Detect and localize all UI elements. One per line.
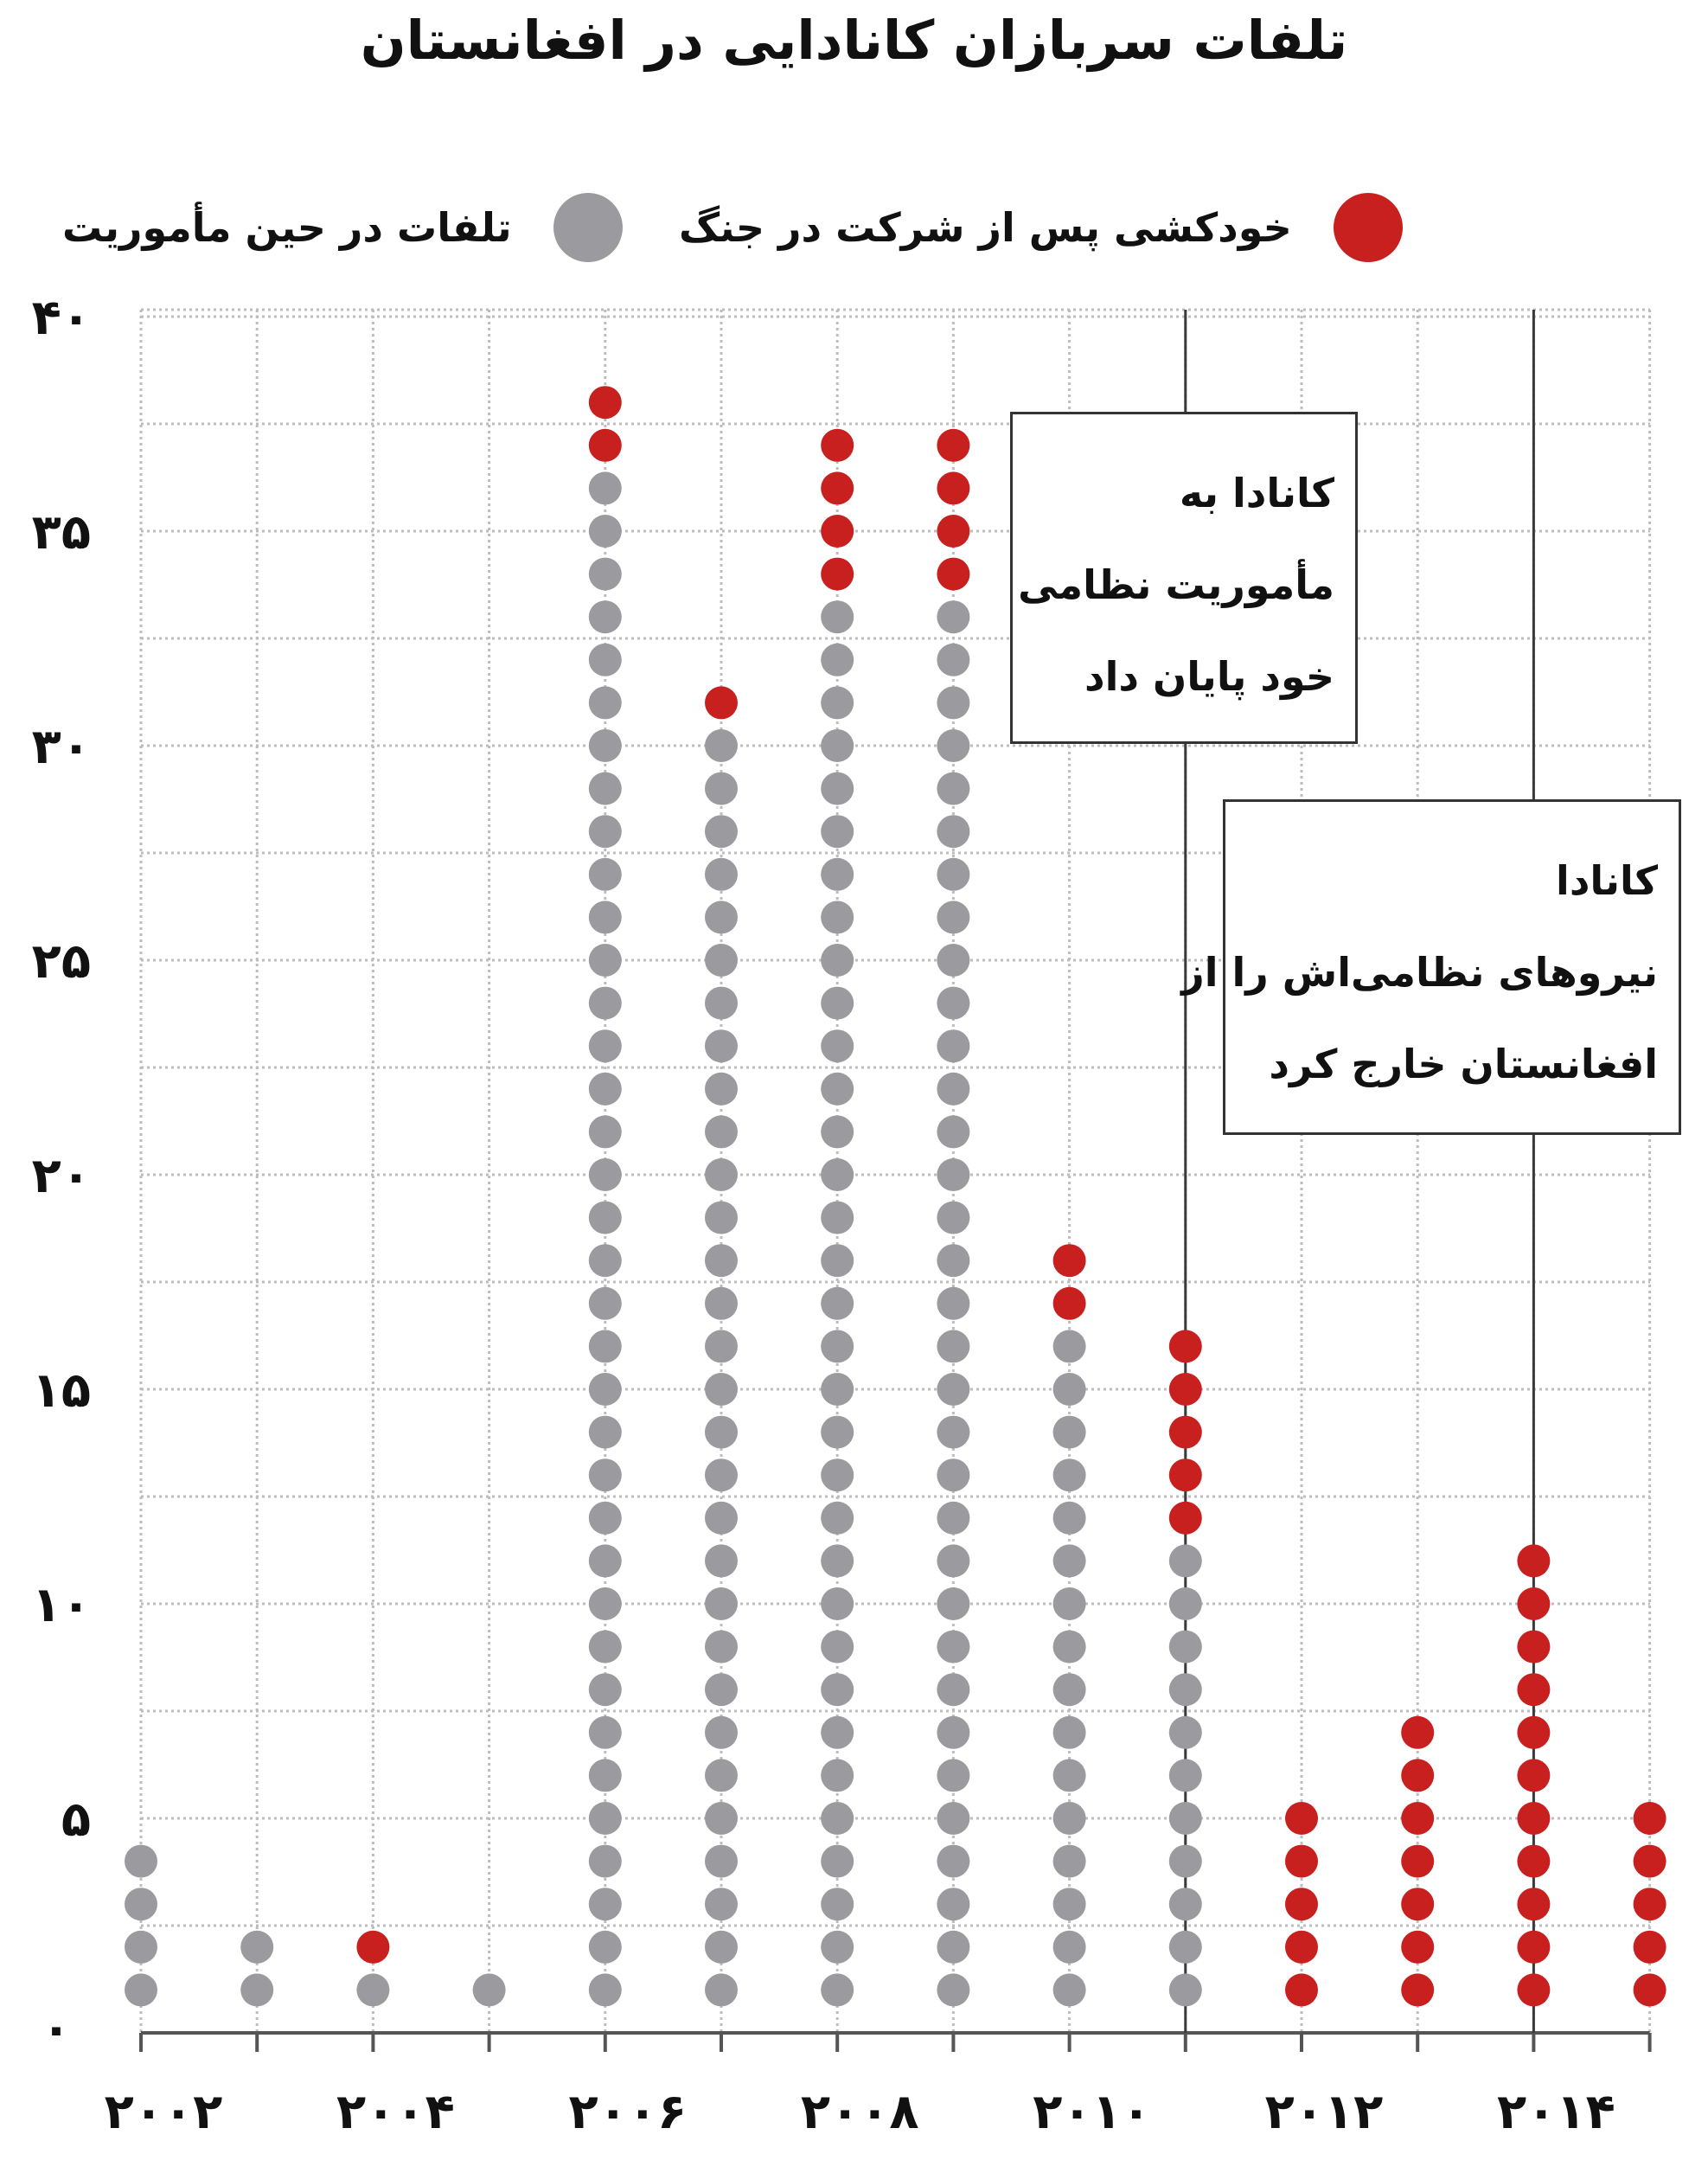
dot-suicide [1053, 1244, 1086, 1277]
y-tick-label: ۲۵ [31, 933, 91, 990]
dot-suicide [1285, 1802, 1318, 1835]
dot-casualty [1169, 1802, 1202, 1835]
dot-casualty [240, 1931, 273, 1964]
dot-casualty [705, 1759, 738, 1792]
dot-casualty [937, 729, 969, 762]
dot-casualty [821, 600, 854, 633]
dot-casualty [937, 1973, 969, 2006]
dot-casualty [1169, 1544, 1202, 1577]
dot-casualty [1053, 1631, 1086, 1663]
dot-suicide [356, 1931, 389, 1964]
dot-suicide [1169, 1330, 1202, 1362]
dot-casualty [705, 1202, 738, 1234]
dot-suicide [1285, 1931, 1318, 1964]
dot-casualty [937, 600, 969, 633]
dot-suicide [589, 429, 622, 462]
dot-casualty [1169, 1759, 1202, 1792]
dot-casualty [1169, 1587, 1202, 1620]
dot-suicide [821, 558, 854, 591]
dot-casualty [589, 1244, 622, 1277]
dot-suicide [937, 429, 969, 462]
dot-casualty [589, 1287, 622, 1320]
dot-casualty [705, 1502, 738, 1535]
dot-casualty [1169, 1973, 1202, 2006]
dot-casualty [705, 1029, 738, 1062]
dot-suicide [1634, 1845, 1666, 1878]
dot-casualty [937, 1158, 969, 1191]
dot-casualty [821, 1716, 854, 1749]
annotation-line: کانادا به [1179, 470, 1334, 516]
dot-casualty [821, 1029, 854, 1062]
dot-casualty [937, 1759, 969, 1792]
dot-casualty [821, 1416, 854, 1449]
x-tick-label: ۲۰۱۴ [1497, 2084, 1615, 2140]
dot-casualty [821, 1587, 854, 1620]
dot-casualty [821, 1888, 854, 1920]
dot-casualty [589, 858, 622, 891]
dot-casualty [937, 944, 969, 977]
dot-casualty [589, 1073, 622, 1106]
dot-casualty [589, 1888, 622, 1920]
dot-casualty [937, 1544, 969, 1577]
dot-casualty [589, 558, 622, 591]
dot-suicide [1401, 1931, 1434, 1964]
dot-casualty [589, 1716, 622, 1749]
y-tick-label: ۴۰ [31, 290, 91, 346]
dot-casualty [125, 1973, 157, 2006]
dot-casualty [821, 1845, 854, 1878]
dot-casualty [705, 1115, 738, 1148]
dot-suicide [1401, 1759, 1434, 1792]
dot-casualty [589, 471, 622, 504]
x-tick-label: ۲۰۰۸ [800, 2084, 919, 2140]
dot-casualty [1053, 1458, 1086, 1491]
chart-title: تلفات سربازان کانادایی در افغانستان [360, 9, 1348, 72]
dot-suicide [1634, 1802, 1666, 1835]
dot-casualty [589, 1631, 622, 1663]
dot-casualty [1169, 1888, 1202, 1920]
dot-casualty [705, 1287, 738, 1320]
dot-casualty [589, 1802, 622, 1835]
dot-casualty [937, 1845, 969, 1878]
annotation-line: خود پایان داد [1084, 653, 1334, 700]
dot-suicide [821, 471, 854, 504]
dot-suicide [1169, 1416, 1202, 1449]
dot-casualty [1053, 1544, 1086, 1577]
dot-casualty [240, 1973, 273, 2006]
y-tick-label: ۵ [61, 1792, 91, 1848]
dot-casualty [589, 1502, 622, 1535]
dot-casualty [821, 858, 854, 891]
x-tick-label: ۲۰۱۰ [1033, 2084, 1151, 2140]
dot-casualty [473, 1973, 506, 2006]
dot-casualty [589, 1673, 622, 1706]
dot-casualty [589, 1587, 622, 1620]
dot-casualty [589, 515, 622, 548]
y-tick-label: ۱۵ [31, 1362, 91, 1419]
dot-casualty [937, 858, 969, 891]
y-tick-label: ۲۰ [31, 1148, 91, 1204]
dot-suicide [1401, 1845, 1434, 1878]
dot-suicide [1517, 1631, 1550, 1663]
dot-casualty [821, 1373, 854, 1406]
dot-casualty [705, 1158, 738, 1191]
dot-casualty [705, 858, 738, 891]
dot-casualty [1053, 1373, 1086, 1406]
dot-casualty [821, 1458, 854, 1491]
dot-casualty [705, 729, 738, 762]
dot-casualty [705, 1931, 738, 1964]
dot-casualty [821, 987, 854, 1020]
dot-suicide [1517, 1587, 1550, 1620]
dot-suicide [705, 686, 738, 719]
dot-suicide [1517, 1716, 1550, 1749]
dot-casualty [937, 1931, 969, 1964]
dot-casualty [589, 1759, 622, 1792]
dot-casualty [937, 1587, 969, 1620]
dot-suicide [1634, 1888, 1666, 1920]
dot-suicide [1401, 1888, 1434, 1920]
y-tick-label: ۳۵ [31, 504, 91, 561]
dot-casualty [589, 729, 622, 762]
dot-casualty [705, 815, 738, 848]
x-axis [141, 2033, 1650, 2052]
dot-casualty [589, 1158, 622, 1191]
dot-casualty [1169, 1631, 1202, 1663]
dot-casualty [705, 1845, 738, 1878]
dot-casualty [821, 1673, 854, 1706]
annotation-mission-end [1010, 412, 1358, 744]
dot-casualty [937, 1287, 969, 1320]
dot-casualty [937, 1888, 969, 1920]
dot-casualty [1169, 1931, 1202, 1964]
dot-casualty [589, 1115, 622, 1148]
dot-casualty [1169, 1716, 1202, 1749]
dot-suicide [821, 429, 854, 462]
dot-casualty [705, 1458, 738, 1491]
dot-casualty [937, 1802, 969, 1835]
dot-casualty [1053, 1931, 1086, 1964]
dot-casualty [1053, 1973, 1086, 2006]
dot-casualty [589, 815, 622, 848]
dot-casualty [705, 1544, 738, 1577]
dot-casualty [705, 1973, 738, 2006]
x-tick-label: ۲۰۱۲ [1264, 2084, 1384, 2140]
dot-casualty [705, 1330, 738, 1362]
dot-casualty [937, 901, 969, 933]
dot-casualty [1053, 1416, 1086, 1449]
x-tick-label: ۲۰۰۴ [336, 2084, 455, 2140]
dot-casualty [937, 686, 969, 719]
dot-suicide [1285, 1845, 1318, 1878]
dot-casualty [821, 1115, 854, 1148]
dot-casualty [937, 1330, 969, 1362]
dot-casualty [1053, 1716, 1086, 1749]
dot-casualty [589, 1973, 622, 2006]
dot-suicide [1401, 1716, 1434, 1749]
dot-suicide [1169, 1458, 1202, 1491]
dot-suicide [1517, 1931, 1550, 1964]
dot-suicide [1169, 1502, 1202, 1535]
dot-casualty [937, 815, 969, 848]
dot-suicide [1517, 1845, 1550, 1878]
dot-casualty [705, 1631, 738, 1663]
dot-casualty [937, 1029, 969, 1062]
dot-casualty [937, 644, 969, 676]
dot-casualty [821, 772, 854, 805]
dot-suicide [1285, 1973, 1318, 2006]
annotation-withdrawal [1181, 799, 1681, 1135]
dot-suicide [1517, 1802, 1550, 1835]
dot-casualty [821, 644, 854, 676]
dot-casualty [589, 644, 622, 676]
dot-suicide [937, 471, 969, 504]
data-dots [125, 386, 1666, 2006]
dot-casualty [821, 1802, 854, 1835]
dot-casualty [1169, 1845, 1202, 1878]
dot-casualty [589, 1029, 622, 1062]
dot-casualty [705, 1587, 738, 1620]
dot-casualty [705, 1416, 738, 1449]
annotation-line: نیروهای نظامی‌اش را از [1181, 949, 1658, 996]
dot-suicide [1517, 1759, 1550, 1792]
dot-casualty [1053, 1802, 1086, 1835]
x-tick-label: ۲۰۰۲ [104, 2084, 223, 2140]
dot-suicide [589, 386, 622, 419]
dot-suicide [1517, 1973, 1550, 2006]
dot-casualty [937, 772, 969, 805]
dot-casualty [937, 1673, 969, 1706]
dot-casualty [589, 772, 622, 805]
y-tick-label: ۰ [41, 2001, 71, 2057]
dot-suicide [1517, 1888, 1550, 1920]
dot-casualty [821, 729, 854, 762]
dot-casualty [705, 1073, 738, 1106]
dot-suicide [1053, 1287, 1086, 1320]
dot-suicide [937, 515, 969, 548]
dot-casualty [1053, 1888, 1086, 1920]
dot-casualty [1053, 1330, 1086, 1362]
dot-casualty [125, 1845, 157, 1878]
dot-casualty [821, 901, 854, 933]
dot-suicide [1285, 1888, 1318, 1920]
dot-casualty [937, 1458, 969, 1491]
dot-casualty [705, 1373, 738, 1406]
legend-label-casualty: تلفات در حین مأموریت [62, 204, 512, 251]
dot-casualty [589, 1544, 622, 1577]
dot-suicide [821, 515, 854, 548]
dot-casualty [937, 987, 969, 1020]
dot-suicide [1169, 1373, 1202, 1406]
dot-casualty [705, 1802, 738, 1835]
dot-casualty [1053, 1502, 1086, 1535]
x-tick-label: ۲۰۰۶ [568, 2084, 688, 2140]
dot-casualty [589, 987, 622, 1020]
dot-casualty [589, 1330, 622, 1362]
legend-label-suicide: خودکشی پس از شرکت در جنگ [679, 204, 1292, 251]
dot-suicide [1401, 1802, 1434, 1835]
dot-casualty [705, 1888, 738, 1920]
dot-casualty [937, 1502, 969, 1535]
dot-casualty [821, 1330, 854, 1362]
dot-casualty [821, 1244, 854, 1277]
dot-casualty [589, 901, 622, 933]
dot-casualty [821, 1073, 854, 1106]
dot-casualty [125, 1888, 157, 1920]
dot-casualty [937, 1202, 969, 1234]
y-tick-label: ۳۰ [31, 719, 91, 775]
dot-suicide [1401, 1973, 1434, 2006]
dot-casualty [937, 1631, 969, 1663]
dot-suicide [1634, 1973, 1666, 2006]
dot-casualty [1053, 1673, 1086, 1706]
dot-suicide [937, 558, 969, 591]
dot-casualty [821, 1202, 854, 1234]
dot-casualty [821, 1931, 854, 1964]
dot-casualty [589, 1845, 622, 1878]
dot-casualty [937, 1716, 969, 1749]
dot-casualty [589, 1458, 622, 1491]
dot-casualty [821, 1631, 854, 1663]
dot-casualty [821, 1287, 854, 1320]
dot-casualty [589, 1202, 622, 1234]
dot-casualty [705, 1673, 738, 1706]
dot-casualty [821, 1973, 854, 2006]
dot-casualty [589, 944, 622, 977]
dot-casualty [821, 686, 854, 719]
dot-casualty [937, 1416, 969, 1449]
dot-casualty [356, 1973, 389, 2006]
dot-casualty [1053, 1759, 1086, 1792]
dot-casualty [821, 944, 854, 977]
dot-casualty [705, 772, 738, 805]
annotation-line: افغانستان خارج کرد [1269, 1041, 1658, 1087]
dot-casualty [589, 686, 622, 719]
dot-casualty [589, 1416, 622, 1449]
dot-casualty [821, 1759, 854, 1792]
dot-casualty [1053, 1587, 1086, 1620]
dot-casualty [821, 815, 854, 848]
dot-casualty [589, 1931, 622, 1964]
annotation-line: کانادا [1556, 857, 1658, 904]
dot-casualty [589, 600, 622, 633]
dot-casualty [705, 1716, 738, 1749]
y-tick-label: ۱۰ [31, 1577, 91, 1633]
dot-casualty [937, 1373, 969, 1406]
dot-casualty [125, 1931, 157, 1964]
dot-suicide [1517, 1544, 1550, 1577]
dot-casualty [821, 1158, 854, 1191]
dot-casualty [937, 1115, 969, 1148]
dot-casualty [705, 987, 738, 1020]
dot-casualty [821, 1544, 854, 1577]
dot-casualty [821, 1502, 854, 1535]
annotation-line: مأموریت نظامی [1018, 561, 1334, 608]
dot-casualty [937, 1073, 969, 1106]
dot-suicide [1517, 1673, 1550, 1706]
dot-casualty [705, 901, 738, 933]
dot-casualty [705, 1244, 738, 1277]
dot-casualty [1053, 1845, 1086, 1878]
dot-casualty [937, 1244, 969, 1277]
dot-suicide [1634, 1931, 1666, 1964]
dot-casualty [705, 944, 738, 977]
dot-casualty [1169, 1673, 1202, 1706]
dot-casualty [589, 1373, 622, 1406]
